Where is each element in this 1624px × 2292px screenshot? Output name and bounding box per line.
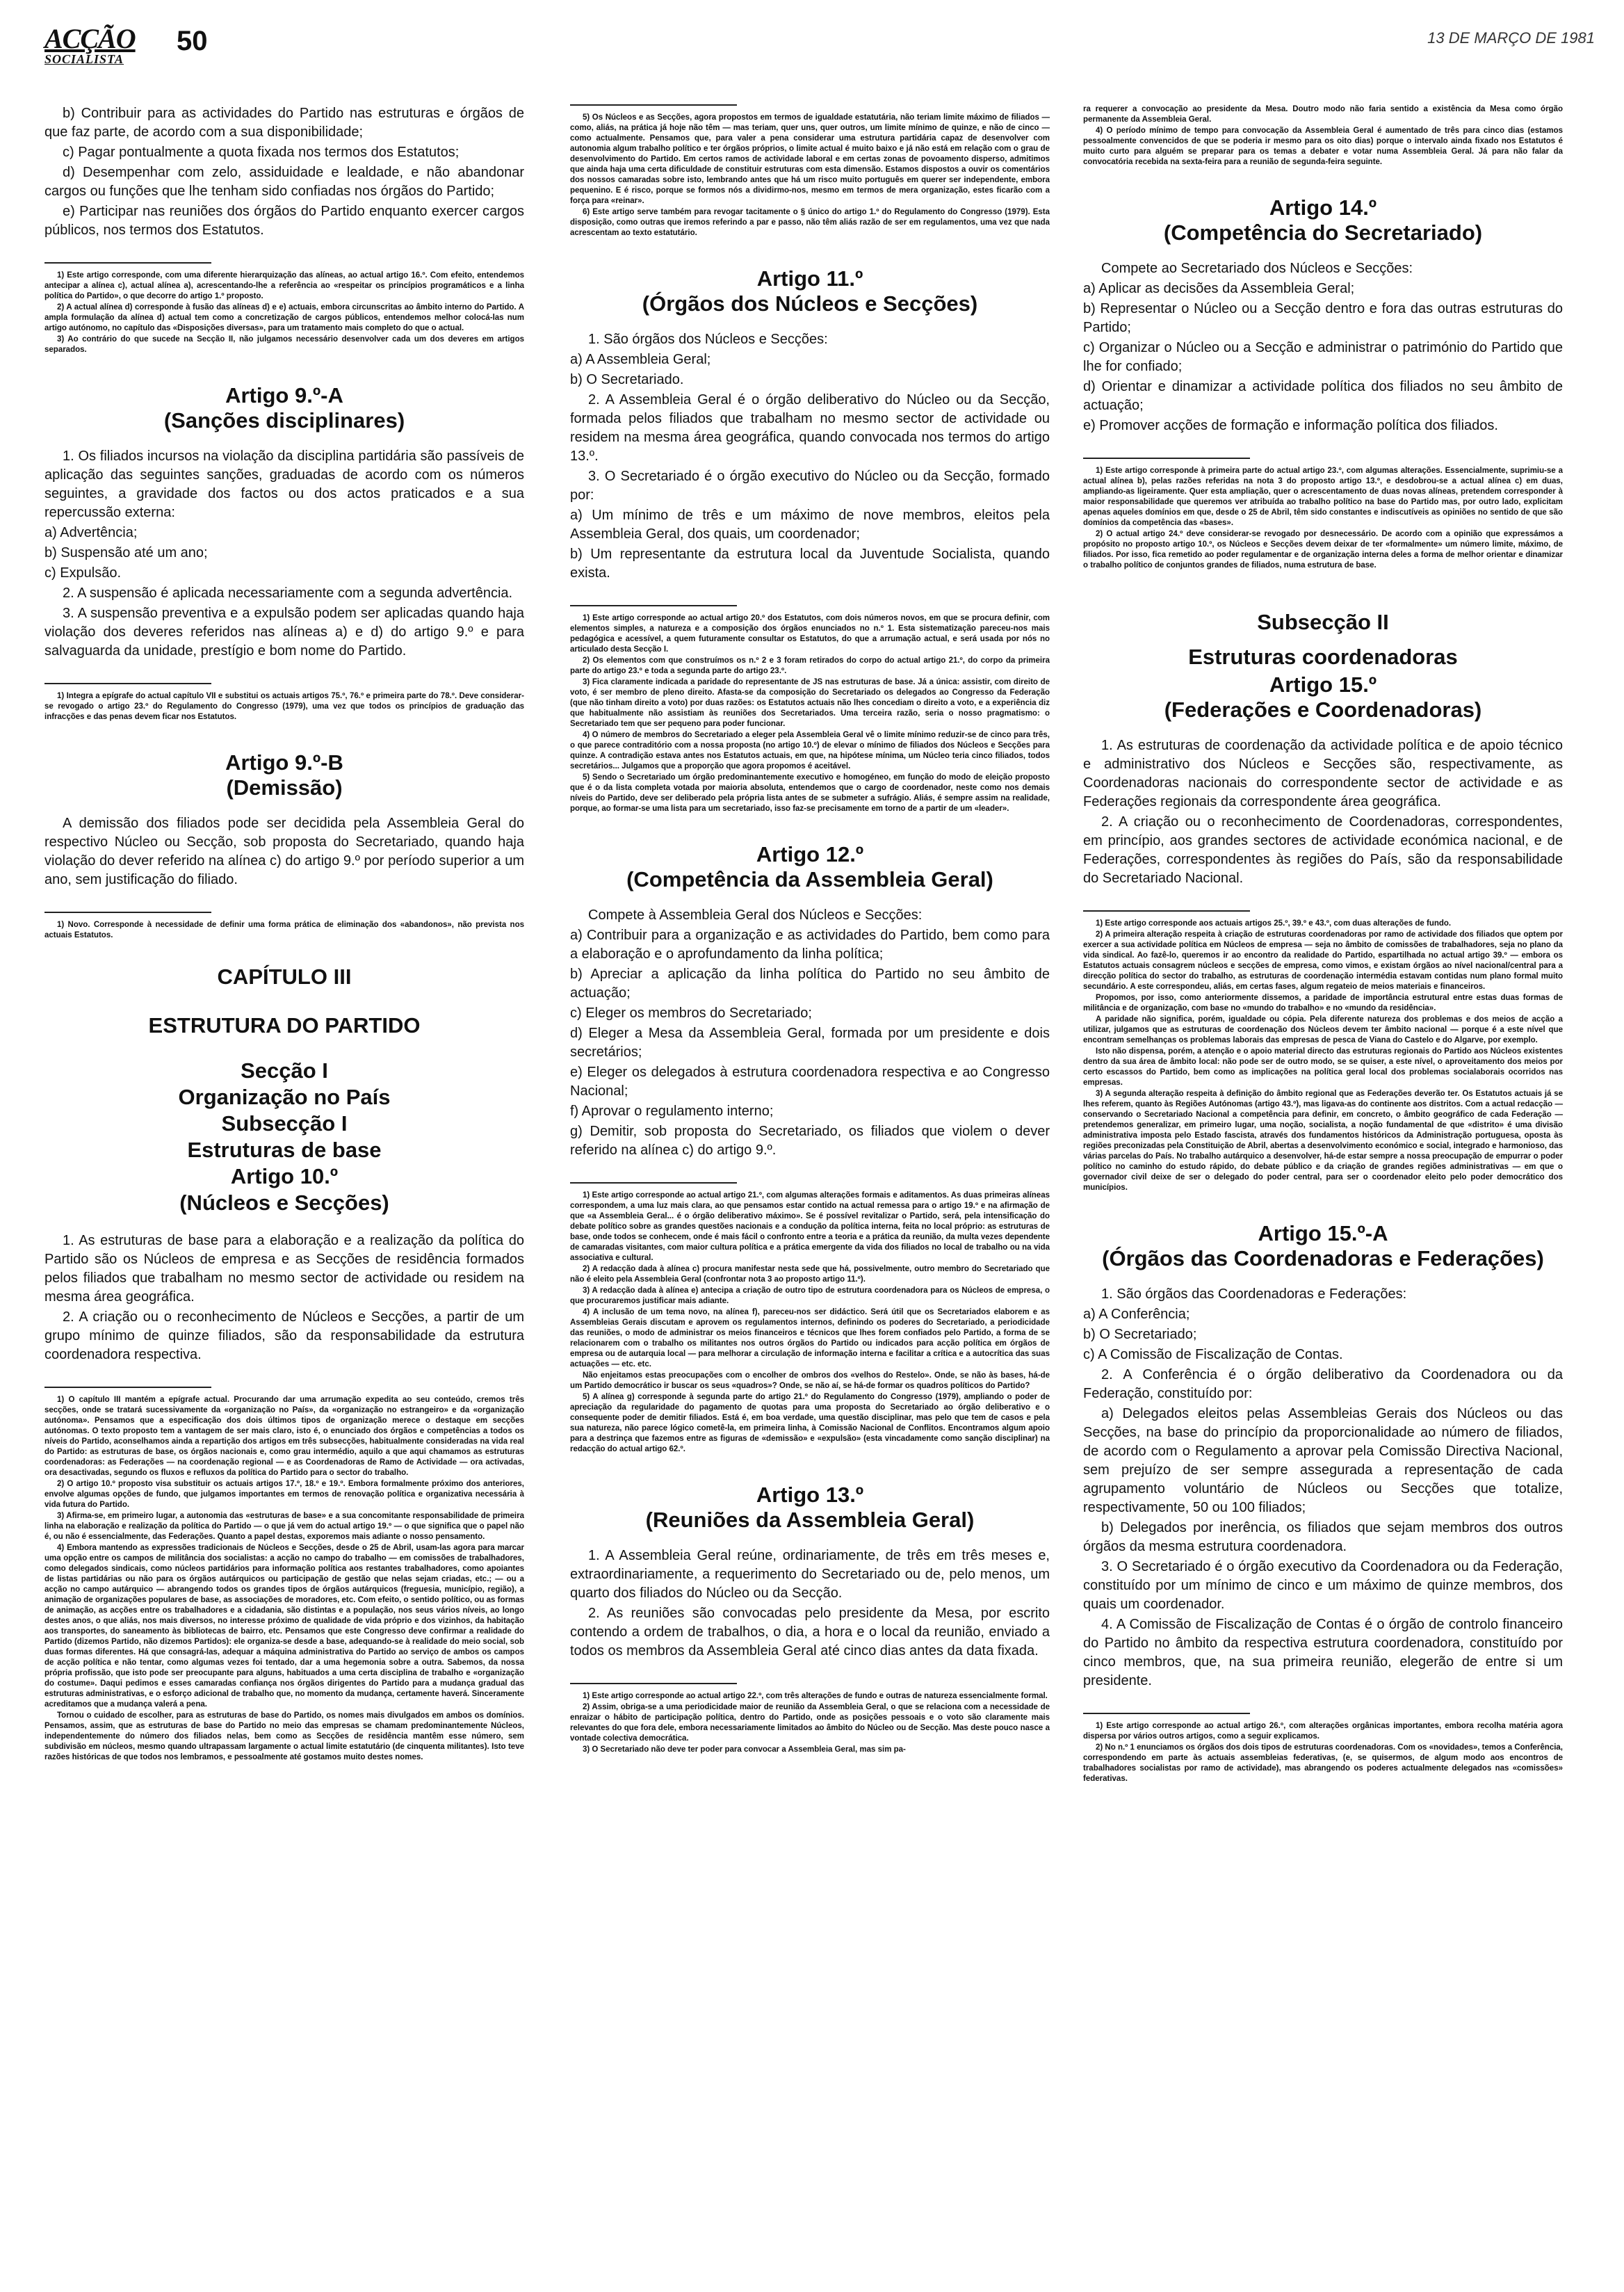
issue-date: 13 DE MARÇO DE 1981 [1427, 29, 1595, 47]
footnote: 2) Os elementos com que construímos os n.º 2 e 3 foram retirados do corpo do actual artigo 21.º, do corpo da primeira parte do artigo 23.º e toda a segunda parte do artigo 23.º. [570, 656, 1050, 675]
paragraph: 4. A Comissão de Fiscalização de Contas é o órgão de controlo financeiro do Partido no âmbito da respectiva estrutura coordenadora, constituído por cinco membros, que, na sua primeira reunião, elegerão de entre si um presidente. [1083, 1617, 1563, 1688]
article-title: (Federações e Coordenadoras) [1164, 697, 1482, 722]
paragraph: b) O Secretariado; [1083, 1327, 1197, 1342]
paragraph: b) O Secretariado. [570, 372, 684, 387]
footnotes [1083, 451, 1563, 571]
article-title: (Demissão) [226, 775, 343, 800]
paragraph: 1. As estruturas de base para a elaboração e a realização da política do Partido são os Núcleos de empresa e as Secções de residência formados pelos filiados que trabalham no mesmo sector de actividade ou residem na mesma área geográfica. [44, 1233, 524, 1305]
paragraph: d) Desempenhar com zelo, assiduidade e lealdade, e não abandonar cargos ou funções que lhe tenham sido confiadas nos órgãos do Partido; [44, 165, 524, 199]
footnote: 6) Este artigo serve também para revogar tacitamente o § único do artigo 1.º do Regulamento do Congresso (1979). Esta disposição, como outras que iremos referindo a par e passo, não têm aliás razão de ser em regulamentos, uma vez que nada acrescentam ao texto estatutário. [570, 208, 1050, 237]
article-heading [570, 842, 1050, 892]
footnote: 1) Este artigo corresponde ao actual artigo 22.º, com três alterações de fundo e outras de natureza essencialmente formal. [583, 1692, 1048, 1700]
paragraph: 3. O Secretariado é o órgão executivo do Núcleo ou da Secção, formado por: [570, 469, 1050, 503]
footnotes [1083, 903, 1563, 1193]
paragraph: f) Aprovar o regulamento interno; [570, 1104, 774, 1119]
paragraph: c) Eleger os membros do Secretariado; [570, 1006, 812, 1021]
paragraph: 3. O Secretariado é o órgão executivo da Coordenadora ou da Federação, constituído por um mínimo de cinco e um máximo de quinze membros, dos quais um coordenador. [1083, 1559, 1563, 1612]
article-title: (Órgãos das Coordenadoras e Federações) [1102, 1246, 1544, 1270]
footnote: 3) Fica claramente indicada a paridade do representante de JS nas estruturas de base. Já a única: assistir, com direito de voto, é ser membro de pleno direito. Afasta-se da composição do Secretariado os delegados ao Congresso da Federação (que não tinham direito a voto) por duas razões: os Estatutos actuais não lhes concediam o direito a voto, e a experiência diz que habitualmente não assistiam às reuniões dos Secretariados. Uma terceira razão, seria o nosso pragmatismo: o Secretariado tem que ser pequeno para poder funcionar. [570, 678, 1050, 728]
article-number: Artigo 13.º [756, 1483, 864, 1507]
paragraph: b) Apreciar a aplicação da linha política do Partido no seu âmbito de actuação; [570, 967, 1050, 1001]
footnote: 1) Este artigo corresponde ao actual artigo 20.º dos Estatutos, com dois números novos, em que se procura definir, com elementos simples, a natureza e a composição dos órgãos enunciados no n.º 1. Esta sistematização pareceu-nos mais pedagógica e acessível, a quem futuramente consultar os Estatutos, do que a arrumação actual, e será usada por nós no articulado desta Secção I. [570, 614, 1050, 654]
footnote: 5) Os Núcleos e as Secções, agora propostos em termos de igualdade estatutária, não teriam limite máximo de filiados — como, aliás, na prática já hoje não têm — mas teriam, quer uns, quer outros, um limite mínimo de quinze, e não de cinco — como actualmente. Pensamos que, para valer a pena considerar uma estrutura partidária capaz de desenvolver com autonomia algum trabalho político e ter órgãos próprios, o limite actual é muito baixo e já não está em relação com o grau de desenvolvimento do Partido. Em certos ramos de actividade laboral e em certas zonas de povoamento disperso, admitimos que ainda haja uma certa dificuldade de constituir estruturas com esta dimensão. Estamos dispostos a ouvir os comentários dos nossos camaradas sobre isto, lembrando antes que há um risco muito português em querer ser independente, embora pequenino. E é risco, porque se formos nós a dividirmo-nos, mesmo em termos de mera organização, estes ficarão com a força para «reinar». [570, 113, 1050, 205]
article-heading [570, 266, 1050, 316]
footnote: 1) Este artigo corresponde aos actuais artigos 25.º, 39.º e 43.º, com duas alterações de fundo. [1096, 919, 1452, 928]
paragraph: Compete à Assembleia Geral dos Núcleos e Secções: [588, 907, 923, 923]
footnote: 1) Novo. Corresponde à necessidade de definir uma forma prática de eliminação dos «abandonos», não prevista nos actuais Estatutos. [44, 921, 524, 939]
logo-sub: SOCIALISTA [44, 52, 124, 66]
footnote: 2) Assim, obriga-se a uma periodicidade maior de reunião da Assembleia Geral, o que se relaciona com a necessidade de enraizar o hábito de participação política, dentro do Partido, onde as posições pessoais e o voto são claramente mais relevantes do que fora dele, embora necessariamente limitados ao âmbito do Núcleo ou de Secção. Mas deste pouco nasce a vontade colectiva democrática. [570, 1703, 1050, 1743]
logo-main: ACÇÃO [44, 23, 136, 54]
paragraph: b) Suspensão até um ano; [44, 545, 208, 560]
footnote: 2) A actual alínea d) corresponde à fusão das alíneas d) e e) actuais, embora circunscritas ao âmbito interno do Partido. A ampla formulação da alínea d) actual tem como a concretização de cargos públicos, entendemos melhor colocá-las num artigo autónomo, no capítulo das «Disposições diversas», para um tratamento mais completo do que o actual. [44, 303, 524, 332]
subsection-title: Estruturas de base [187, 1138, 382, 1162]
paragraph: a) Um mínimo de três e um máximo de nove membros, eleitos pela Assembleia Geral, dos quais, um coordenador; [570, 508, 1050, 542]
footnote: Propomos, por isso, como anteriormente dissemos, a paridade de importância estrutural entre estas duas formas de militância e de organização, com base no «mundo do trabalho» e no «mundo da residência». [1083, 994, 1563, 1012]
footnotes [44, 676, 524, 723]
paragraph: c) A Comissão de Fiscalização de Contas. [1083, 1347, 1343, 1362]
paragraph: 2. A Conferência é o órgão deliberativo da Coordenadora ou da Federação, constituído por: [1083, 1367, 1563, 1401]
article-number: Artigo 15.º-A [1258, 1221, 1388, 1245]
column-2 [570, 104, 1050, 2246]
footnote: 5) Sendo o Secretariado um órgão predominantemente executivo e homogéneo, em função do modo de eleição proposto que é o da lista completa votada por maioria absoluta, entendemos que o cargo de coordenador, neste como nos demais níveis do Partido, deve ser deliberado pela própria lista antes de se submeter a sufrágio. Aliás, é sempre assim na realidade, porque, ao formar-se uma lista para um secretariado, isso faz-se precisamente em torno de a partir de um «leader». [570, 773, 1050, 813]
chapter-title: ESTRUTURA DO PARTIDO [148, 1013, 421, 1038]
section-heading [44, 1058, 524, 1216]
footnote: 2) O artigo 10.º proposto visa substituir os actuais artigos 17.º, 18.º e 19.º. Embora formalmente próximo dos anteriores, envolve algumas opções de fundo, que julgamos importantes em termos de renovação política e organizativa necessária à vida futura do Partido. [44, 1480, 524, 1509]
footnotes [44, 905, 524, 941]
paragraph: a) A Conferência; [1083, 1307, 1190, 1322]
footnote: 2) A redacção dada à alínea c) procura manifestar nesta sede que há, possivelmente, outro membro do Secretariado que não é eleito pela Assembleia Geral (confrontar nota 3 ao proposto artigo 11.º). [570, 1265, 1050, 1284]
paragraph: a) A Assembleia Geral; [570, 352, 711, 367]
footnote: Isto não dispensa, porém, a atenção e o apoio material directo das estruturas regionais do Partido aos Núcleos existentes dentro da sua área de âmbito local: não pode ser de outro modo, se se quiser, a este nível, o aproveitamento dos meios por certo escassos do Partido, bem como as implicações na política geral local dos problemas socialaborais ocorridos nas empresas. [1083, 1047, 1563, 1087]
paragraph: b) Delegados por inerência, os filiados que sejam membros dos outros órgãos da mesma estrutura coordenadora. [1083, 1520, 1563, 1554]
article-number: Artigo 14.º [1269, 195, 1377, 220]
footnotes [570, 1676, 1050, 1755]
article-title: (Órgãos dos Núcleos e Secções) [642, 291, 978, 316]
footnotes [1083, 104, 1563, 168]
footnote: ra requerer a convocação ao presidente da Mesa. Doutro modo não faria sentido a existência da Mesa como órgão permanente da Assembleia Geral. [1083, 105, 1563, 124]
footnote: 1) Este artigo corresponde à primeira parte do actual artigo 23.º, com algumas alterações. Essencialmente, suprimiu-se a actual alínea b), pelas razões referidas na nota 3 do proposto artigo 13.º, e desdobrou-se a actual alínea c) em duas, ampliando-as ligeiramente. Quer esta ampliação, quer o acrescentamento de duas novas alíneas, pretendem corresponder à maior responsabilidade que queremos ver atribuída ao trabalho político na base do Partido mas, por outro lado, explicitam apenas aqueles domínios em que, desde o 25 de Abril, têm sido constantes e indiscutíveis as opiniões no sentido de que são domínios da competência das «bases». [1083, 467, 1563, 527]
article-number: Artigo 12.º [756, 842, 864, 866]
footnote: 4) Embora mantendo as expressões tradicionais de Núcleos e Secções, desde o 25 de Abril, usam-las agora para marcar uma opção entre os campos de militância dos socialistas: a acção no campo do trabalho — em comissões de trabalhadores, como delegados sindicais, como núcleos partidários para informação política aos restantes trabalhadores, como apoiantes de listas partidárias ou não para os órgãos autárquicos ou participação de gestão que nelas sejam criadas, etc.; — ou a acção no campo autárquico — abrangendo todos os grandes tipos de órgãos autárquicos (freguesia, município, região), a animação de organizações populares de base, as associações de moradores, etc. Com efeito, o sentido político, ou as formas de animação, as acções entre os trabalhadores e a cidadania, são distintas e a população, nos seus vários níveis, ao longo destes anos, o que aliás, nos mais diversos, no interesse próximo de qualidade de vida próprio e dos vizinhos, da habitação aos transportes, do saneamento às bibliotecas de bairro, etc. Pensamos que este Congresso deve confirmar a realidade do Partido (dizemos Partido, não dizemos Partidos): ele organiza-se desde a base, adequando-se à realidade do meio social, sob duas formas diferentes. Há que consagrá-las, adequar a máquina administrativa do Partido ao serviço de ambos os campos de acção política e não tentar, como algumas vezes foi tentado, dar a uma hegemonia sobre a outra. Sabemos, da nossa própria profissão, que isto pode ser preocupante para alguns, habituados a uma certa disciplina de trabalho e «organização do costume». Daqui pedimos e esses camaradas confiança nos órgãos dirigentes do Partido para a mudança gradual das estruturas administrativas, e o esforço adicional de trabalho que, no momento da mudança, certamente haverá. Sinceramente acreditamos que a mudança valerá a pena. [44, 1544, 524, 1709]
article-number: Artigo 10.º [230, 1164, 339, 1188]
paragraph: 1. As estruturas de coordenação da actividade política e de apoio técnico e administrativo dos Núcleos e Secções são, respectivamente, as Coordenadoras nacionais do correspondente sector de actividade e as Federações regionais da correspondente área geográfica. [1083, 738, 1563, 809]
paragraph: e) Eleger os delegados à estrutura coordenadora respectiva e ao Congresso Nacional; [570, 1065, 1050, 1099]
article-number: Artigo 9.º-A [225, 383, 343, 407]
paragraph: e) Participar nas reuniões dos órgãos do Partido enquanto exercer cargos públicos, nos termos dos Estatutos. [44, 204, 524, 238]
footnote: 3) Afirma-se, em primeiro lugar, a autonomia das «estruturas de base» e a sua concomitante responsabilidade de primeira linha na elaboração e realização da política do Partido — o que já vem do actual artigo 19.º — o que significa que o papel não é, ou não é essencialmente, das Federações. Quanto a papel destas, exporemos mais adiante o nosso pensamento. [44, 1512, 524, 1541]
footnote: 3) A segunda alteração respeita à definição do âmbito regional que as Federações deverão ter. Os Estatutos actuais já se lhes referem, quanto às Regiões Autónomas (artigo 43.º), mas ligava-as do continente aos distritos. Com a actual redacção — conservando o Secretariado Nacional a competência para definir, em concreto, o âmbito geográfico de cada Federação — pretendemos generalizar, em primeiro lugar, uma noção, socialista, a noção fundamental de que «distrito» é uma divisão administrativa imposta pelo Estado fascista, através dos fundamentos históricos da Administração portuguesa, oposta às regiões preconizadas pela Constituição de Abril, abertas a desenvolvimento económico e social, integrado e harmonioso, das várias parcelas do País. No trabalho autárquico a desenvolver, há-de estar sempre a nossa preocupação de empurrar o poder político no caminho do estudo rápido, do debate público e da criação de grandes regiões administrativas — em que o governador civil deixe de ser o delegado do poder central, para ser o coordenador eleito pelo poder democrático dos municípios. [1083, 1090, 1563, 1192]
article-heading [570, 1483, 1050, 1533]
footnote: 3) O Secretariado não deve ter poder para convocar a Assembleia Geral, mas sim pa- [583, 1745, 906, 1754]
paragraph: 2. A Assembleia Geral é o órgão deliberativo do Núcleo ou da Secção, formada pelos filiados que trabalham no mesmo sector de actividade ou residem na mesma área geográfica, quando convocada nos termos do artigo 13.º. [570, 392, 1050, 464]
footnote: A paridade não significa, porém, igualdade ou cópia. Pela diferente natureza dos problemas e dos meios de acção a utilizar, julgamos que as estruturas de coordenação dos Núcleos devem ter âmbito nacional — porque é a este nível que encontram semelhanças os problemas laborais das empresas de pesca de Viana do Castelo e do Algarve, por exemplo. [1083, 1015, 1563, 1044]
paragraph: d) Orientar e dinamizar a actividade política dos filiados no seu âmbito de actuação; [1083, 379, 1563, 413]
paragraph: b) Contribuir para as actividades do Partido nas estruturas e órgãos de que faz parte, de acordo com a sua disponibilidade; [44, 106, 524, 140]
paragraph: 2. A criação ou o reconhecimento de Núcleos e Secções, a partir de um grupo mínimo de quinze filiados, são da responsabilidade da estrutura coordenadora respectiva. [44, 1309, 524, 1362]
footnotes [44, 255, 524, 355]
paragraph: 2. As reuniões são convocadas pelo presidente da Mesa, por escrito contendo a ordem de trabalhos, o dia, a hora e o local da reunião, enviado a todos os membros da Assembleia Geral até cinco dias antes da data fixada. [570, 1606, 1050, 1659]
article-title: (Sanções disciplinares) [163, 408, 405, 433]
article-title: (Núcleos e Secções) [179, 1191, 389, 1215]
subsection-title: Estruturas coordenadoras [1188, 645, 1458, 669]
paragraph: b) Representar o Núcleo ou a Secção dentro e fora das outras estruturas do Partido; [1083, 301, 1563, 335]
article-title: (Reuniões da Assembleia Geral) [645, 1508, 975, 1532]
footnote: 3) A redacção dada à alínea e) antecipa a criação de outro tipo de estrutura coordenadora para os Núcleos de empresa, o que procuraremos justificar mais adiante. [570, 1286, 1050, 1305]
footnotes [1083, 1706, 1563, 1784]
article-heading [44, 383, 524, 433]
footnotes [44, 1380, 524, 1763]
footnote: 1) Este artigo corresponde ao actual artigo 21.º, com algumas alterações formais e aditamentos. As duas primeiras alíneas correspondem, a uma luz mais clara, ao que pensamos estar contido na actual remessa para o artigo 19.º e na afirmação de que «a Assembleia Geral... é o órgão deliberativo máximo». Se é possível revitalizar o Partido, será, pela intensificação do debate político sobre as grandes questões nacionais e a condução da política interna, feita no local próprio: as estruturas de base, onde todos se conhecem, onde é mais fácil o confronto entre a teoria e a prática da reunião, da multa vezes dependente de camaradas visitantes, com maior cultura política e a prática emergente da vida dos filiados no local de trabalho ou na vida associativa e cultural. [570, 1191, 1050, 1262]
footnotes [570, 1175, 1050, 1455]
article-heading [1083, 1221, 1563, 1271]
paragraph: a) Advertência; [44, 525, 138, 540]
footnote: Tornou o cuidado de escolher, para as estruturas de base do Partido, os nomes mais divulgados em ambos os domínios. Pensamos, assim, que as estruturas de base do Partido no meio das empresas se chamam predominantemente Núcleos, independentemente do número dos filiados nelas, bem como as Secções de residência mantêm esse número, sem subdivisão em núcleos, mesmo quando ultrapassam largamente o actual limite estatutário (de cinquenta militantes). Isto teve razões históricas de que todos nos lembramos, e pessoalmente até gostamos muito destes nomes. [44, 1711, 524, 1761]
newspaper-logo [44, 25, 136, 65]
paragraph: A demissão dos filiados pode ser decidida pela Assembleia Geral do respectivo Núcleo ou Secção, sob proposta do Secretariado, quando haja violação do dever referido na alínea c) do artigo 9.º por período superior a um ano, sem justificação do filiado. [44, 816, 524, 887]
footnotes [570, 104, 1050, 239]
paragraph: Compete ao Secretariado dos Núcleos e Secções: [1101, 261, 1413, 276]
column-1 [44, 104, 524, 2246]
footnote: 3) Ao contrário do que sucede na Secção II, não julgamos necessário desenvolver cada um dos deveres em artigos separados. [44, 335, 524, 354]
paragraph: c) Expulsão. [44, 565, 122, 581]
footnote: 1) O capítulo III mantém a epígrafe actual. Procurando dar uma arrumação expedita ao seu conteúdo, cremos três secções, onde se tratará sucessivamente da «organização no País», da «organização no estrangeiro» e da «organização autónoma». Pensamos que a especificação dos dois últimos tipos de organização merece o destaque em secções autónomas. O texto proposto tem a vantagem de ser mais claro, isto é, o enunciado dos órgãos e competências a todos os níveis do Partido, aconselhamos ainda a repartição dos artigos em três subsecções, habitualmente consideradas na vida real do Partido: as estruturas de base, os órgãos nacionais e, como grau intermédio, aquilo a que aqui chamamos as estruturas coordenadoras: as Federações — na coordenação regional — e as Coordenadoras de Ramo de Actividade — ora activadas, ora desactivadas, segundo os fluxos e refluxos da política do Partido para o sector do trabalho. [44, 1396, 524, 1477]
footnote: 1) Este artigo corresponde ao actual artigo 26.º, com alterações orgânicas importantes, embora recolha matéria agora dispersa por vários outros artigos, como a seguir explicamos. [1083, 1722, 1563, 1741]
footnote: 4) A inclusão de um tema novo, na alínea f), pareceu-nos ser didáctico. Será útil que os Secretariados elaborem e as Assembleias Gerais discutam e aprovem os regulamentos internos, definindo os poderes do Secretariado, a periodicidade das reuniões, o modo de administrar os meios financeiros e técnicos que lhes forem confiados pelo Partido, a forma de se relacionarem com o trabalho os militantes nos outros órgãos do Partido ou indicados para acção política em órgãos de empresa ou de autarquia local — para melhorar a circulação de informação interna e facilitar a crítica e a autocrítica das suas actuações — etc. etc. [570, 1308, 1050, 1369]
paragraph: a) Delegados eleitos pelas Assembleias Gerais dos Núcleos ou das Secções, na base do princípio da proporcionalidade ao número de filiados, de acordo com o Regulamento a aprovar pela Comissão Directiva Nacional, sem prejuízo de ser sempre assegurada a representação de cada agrupamento voluntário de Núcleos ou Secções que totalize, respectivamente, 50 ou 100 filiados; [1083, 1406, 1563, 1515]
footnote: 2) O actual artigo 24.º deve considerar-se revogado por desnecessário. De acordo com a opinião que expressámos a propósito no proposto artigo 10.º, os Núcleos e Secções devem deixar de ter «formalmente» um número limite, máximo, de filiados. Por isso, fica remetido ao poder regulamentar e de organização interna deles a forma de melhor orientar e dinamizar o trabalho político de conjuntos grandes de filiados, numa estrutura de base. [1083, 530, 1563, 570]
paragraph: b) Um representante da estrutura local da Juventude Socialista, quando exista. [570, 547, 1050, 581]
footnote: 1) Integra a epígrafe do actual capítulo VII e substitui os actuais artigos 75.º, 76.º e primeira parte do 78.º. Deve considerar-se revogado o artigo 23.º do Regulamento do Congresso (1979), uma vez que todos os princípios de graduação das infracções e das penas devem ficar nos Estatutos. [44, 692, 524, 721]
footnote: 5) A alínea g) corresponde à segunda parte do artigo 21.º do Regulamento do Congresso (1979), ampliando o poder de apreciação da regularidade do pagamento de quotas para uma proposta do Secretariado ao órgão deliberativo e o consequente poder de demitir filiados. Está é, em boa verdade, uma questão disciplinar, mas pelo que tem de casos e pela sua natureza, não parece lógico cometê-la, em primeira linha, à Comissão Nacional de Conflitos. Encontramos algum apoio para a destrinça que fazemos entre as figuras de «demissão» e «expulsão» (esta vincadamente como sanção disciplinar) na redacção do actual artigo 62.º. [570, 1393, 1050, 1453]
article-number: Artigo 9.º-B [225, 750, 343, 775]
footnote: 1) Este artigo corresponde, com uma diferente hierarquização das alíneas, ao actual artigo 16.º. Com efeito, entendemos antecipar a alínea c), actual alínea a), acrescentando-lhe a referência ao «respeitar os princípios programáticos e a linha política do Partido», o que decorre do artigo 1.º proposto. [44, 271, 524, 300]
paragraph: c) Pagar pontualmente a quota fixada nos termos dos Estatutos; [63, 145, 460, 160]
footnote: 2) No n.º 1 enunciamos os órgãos dos dois tipos de estruturas coordenadoras. Com os «novidades», temos a Conferência, correspondendo em parte às actuais assembleias federativas, (e, se quisermos, de algum modo aos encontros de trabalhadores socialistas por ramo de actividade), mas abrangendo os poderes actualmente delegados nas «comissões» federativas. [1083, 1743, 1563, 1783]
paragraph: 1. A Assembleia Geral reúne, ordinariamente, de três em três meses e, extraordinariamente, a requerimento do Secretariado ou de, pelo menos, um quarto dos filiados do Núcleo ou da Secção. [570, 1548, 1050, 1601]
footnote: Não enjeitamos estas preocupações com o encolher de ombros dos «velhos do Restelo». Onde, se não às bases, há-de um Partido democrático ir buscar os seus «quadros»? Onde, se não aí, se há-de formar os quadros políticos do Partido? [570, 1371, 1050, 1390]
footnote: 2) A primeira alteração respeita à criação de estruturas coordenadoras por ramo de actividade dos filiados que optem por exercer a sua actividade política em Núcleos de empresa — seja no âmbito de comissões de trabalhadores, seja no plano da vida sindical. Ao fazê-lo, queremos ir ao encontro da realidade do Partido, espartilhada no actual artigo 39.º — embora os Estatutos actuais consagrem núcleos e secções de empresa, como vimos, e existam órgãos ao nível nacional/central para a direcção política do sector do trabalho, as estruturas de coordenação intermédia estavam contidas num plano formal muito secundário. A este correspondeu, aliás, em certas fases, algum regateio de meios materiais e financeiros. [1083, 930, 1563, 991]
paragraph: a) Contribuir para a organização e as actividades do Partido, bem como para a elaboração e o aprofundamento da linha política; [570, 928, 1050, 962]
paragraph: e) Promover acções de formação e informação política dos filiados. [1083, 418, 1498, 433]
footnote: 4) O período mínimo de tempo para convocação da Assembleia Geral é aumentado de três para cinco dias (estamos pessoalmente convencidos de que se poderia ir mesmo para os oito dias) porque o intervalo ainda fixado nos Estatutos é muito curto para alguém se preparar para os temas a debater e votar numa Assembleia Geral. Já para não falar da convocatória recebida na sexta-feira para a reunião de segunda-feira seguinte. [1083, 127, 1563, 166]
article-heading [44, 750, 524, 800]
paragraph: g) Demitir, sob proposta do Secretariado, os filiados que violem o dever referido na alínea c) do artigo 9.º. [570, 1124, 1050, 1158]
article-heading [1083, 195, 1563, 245]
page-number: 50 [177, 26, 208, 56]
chapter-heading: CAPÍTULO III [217, 965, 352, 989]
subsection-label: Subsecção I [221, 1111, 348, 1136]
paragraph: d) Eleger a Mesa da Assembleia Geral, formada por um presidente e dois secretários; [570, 1026, 1050, 1060]
paragraph: 2. A criação ou o reconhecimento de Coordenadoras, correspondentes, em princípio, aos grandes sectores de actividade económica nacional, e de Federações, correspondentes às regiões do País, são da responsabilidade do Secretariado Nacional. [1083, 814, 1563, 886]
article-number: Artigo 15.º [1269, 672, 1377, 697]
article-title: (Competência da Assembleia Geral) [626, 867, 993, 891]
article-title: (Competência do Secretariado) [1163, 220, 1483, 245]
article-number: Artigo 11.º [756, 266, 863, 291]
footnote: 4) O número de membros do Secretariado a eleger pela Assembleia Geral vê o limite mínimo reduzir-se de cinco para três, o que parece contraditório com a nossa proposta (no artigo 10.º) de elevar o mínimo de filiados dos Núcleos e Secções para quinze. A contradição estava antes nos Estatutos actuais, em que, na hipótese mínima, um Núcleo teria cinco filiados, todos secretários... Julgamos que a proporção que agora propomos é aceitável. [570, 731, 1050, 770]
masthead [44, 25, 1595, 102]
column-3 [1083, 104, 1563, 2246]
section-title: Organização no País [178, 1085, 391, 1109]
subsection-label: Subsecção II [1257, 610, 1389, 634]
paragraph: 3. A suspensão preventiva e a expulsão podem ser aplicadas quando haja violação dos deveres referidos nas alíneas a) e d) do artigo 9.º e para salvaguarda da unidade, prestígio e bom nome do Partido. [44, 606, 524, 659]
paragraph: a) Aplicar as decisões da Assembleia Geral; [1083, 281, 1355, 296]
section-label: Secção I [241, 1058, 328, 1083]
paragraph: 2. A suspensão é aplicada necessariamente com a segunda advertência. [63, 586, 513, 601]
paragraph: 1. São órgãos dos Núcleos e Secções: [588, 332, 828, 347]
paragraph: 1. Os filiados incursos na violação da disciplina partidária são passíveis de aplicação das seguintes sanções, graduadas de acordo com os números seguintes, a gravidade dos factos ou dos actos praticados e a sua repercussão externa: [44, 449, 524, 520]
paragraph: c) Organizar o Núcleo ou a Secção e administrar o património do Partido que lhe for confiado; [1083, 340, 1563, 374]
subsection-heading [1083, 610, 1563, 723]
footnotes [570, 598, 1050, 814]
paragraph: 1. São órgãos das Coordenadoras e Federações: [1101, 1286, 1407, 1302]
